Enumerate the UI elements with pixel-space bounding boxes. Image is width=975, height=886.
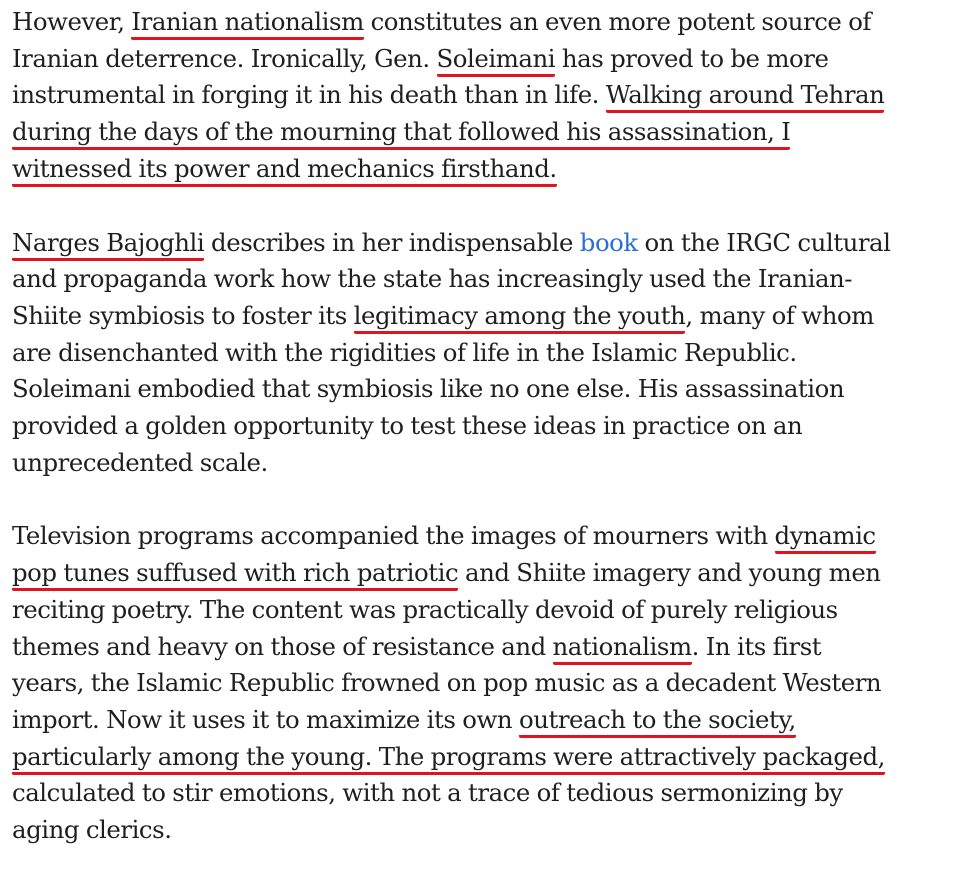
book-link[interactable]: book — [579, 227, 638, 257]
text-line — [12, 151, 967, 188]
text-segment: years, the Islamic Republic frowned on pop music as a decadent Western — [12, 668, 882, 698]
text-segment: on the IRGC cultural — [637, 227, 891, 257]
text-segment: constitutes an even more potent source of — [363, 7, 872, 36]
paragraph-3 — [12, 518, 967, 848]
text-segment: . In its first — [691, 631, 822, 661]
underlined-phrase: Iranian nationalism — [131, 7, 363, 40]
text-line — [12, 225, 967, 262]
article-body — [12, 4, 967, 886]
text-segment: Shiite symbiosis to foster its — [12, 300, 354, 330]
text-line — [12, 445, 967, 482]
underlined-phrase: dynamic — [775, 521, 876, 554]
text-segment: and Shiite imagery and young men — [458, 558, 881, 588]
text-line — [12, 592, 967, 629]
paragraph-1 — [12, 4, 967, 188]
underlined-phrase: nationalism — [553, 632, 692, 665]
text-segment: Soleimani embodied that symbiosis like no one else. His assassination — [12, 374, 845, 404]
text-line — [12, 41, 967, 78]
text-segment: Iranian deterrence. Ironically, Gen. — [12, 43, 437, 73]
text-segment: instrumental in forging it in his death than in life. — [12, 80, 606, 110]
underlined-phrase: outreach to the society, — [519, 705, 796, 738]
text-segment: However, — [12, 7, 132, 36]
text-segment: provided a golden opportunity to test these ideas in practice on an — [12, 411, 803, 441]
text-segment: Television programs accompanied the images of mourners with — [12, 521, 775, 551]
text-segment: aging clerics. — [12, 815, 172, 845]
text-line — [12, 518, 967, 555]
text-segment: themes and heavy on those of resistance and — [12, 631, 553, 661]
text-line — [12, 4, 967, 41]
underlined-phrase: particularly among the young. The programs were attractively packaged, — [12, 742, 885, 775]
text-line — [12, 665, 967, 702]
text-segment: describes in her indispensable — [204, 227, 580, 257]
text-line — [12, 629, 967, 666]
text-segment: reciting poetry. The content was practically devoid of purely religious — [12, 594, 838, 624]
text-segment: are disenchanted with the rigidities of life in the Islamic Republic. — [12, 337, 797, 367]
text-segment: has proved to be more — [555, 43, 829, 73]
text-line — [12, 77, 967, 114]
text-line — [12, 371, 967, 408]
text-segment: import. Now it uses it to maximize its own — [12, 704, 519, 734]
underlined-phrase: during the days of the mourning that followed his assassination, I — [12, 117, 790, 150]
paragraph-2 — [12, 225, 967, 482]
text-segment: and propaganda work how the state has increasingly used the Iranian- — [12, 264, 853, 294]
text-line — [12, 702, 967, 739]
underlined-phrase: witnessed its power and mechanics firsthand. — [12, 154, 557, 187]
text-segment: unprecedented scale. — [12, 447, 268, 477]
text-line — [12, 298, 967, 335]
text-line — [12, 775, 967, 812]
text-segment: calculated to stir emotions, with not a trace of tedious sermonizing by — [12, 778, 843, 808]
text-line — [12, 261, 967, 298]
text-line — [12, 335, 967, 372]
underlined-phrase: Narges Bajoghli — [12, 228, 204, 261]
text-line — [12, 408, 967, 445]
underlined-phrase: pop tunes suffused with rich patriotic — [12, 558, 458, 591]
underlined-phrase: Walking around Tehran — [606, 80, 885, 113]
text-line — [12, 812, 967, 849]
underlined-phrase: legitimacy among the youth — [354, 301, 686, 334]
text-line — [12, 114, 967, 151]
underlined-phrase: Soleimani — [437, 44, 556, 77]
text-segment: , many of whom — [685, 300, 874, 330]
text-line — [12, 555, 967, 592]
text-line — [12, 739, 967, 776]
